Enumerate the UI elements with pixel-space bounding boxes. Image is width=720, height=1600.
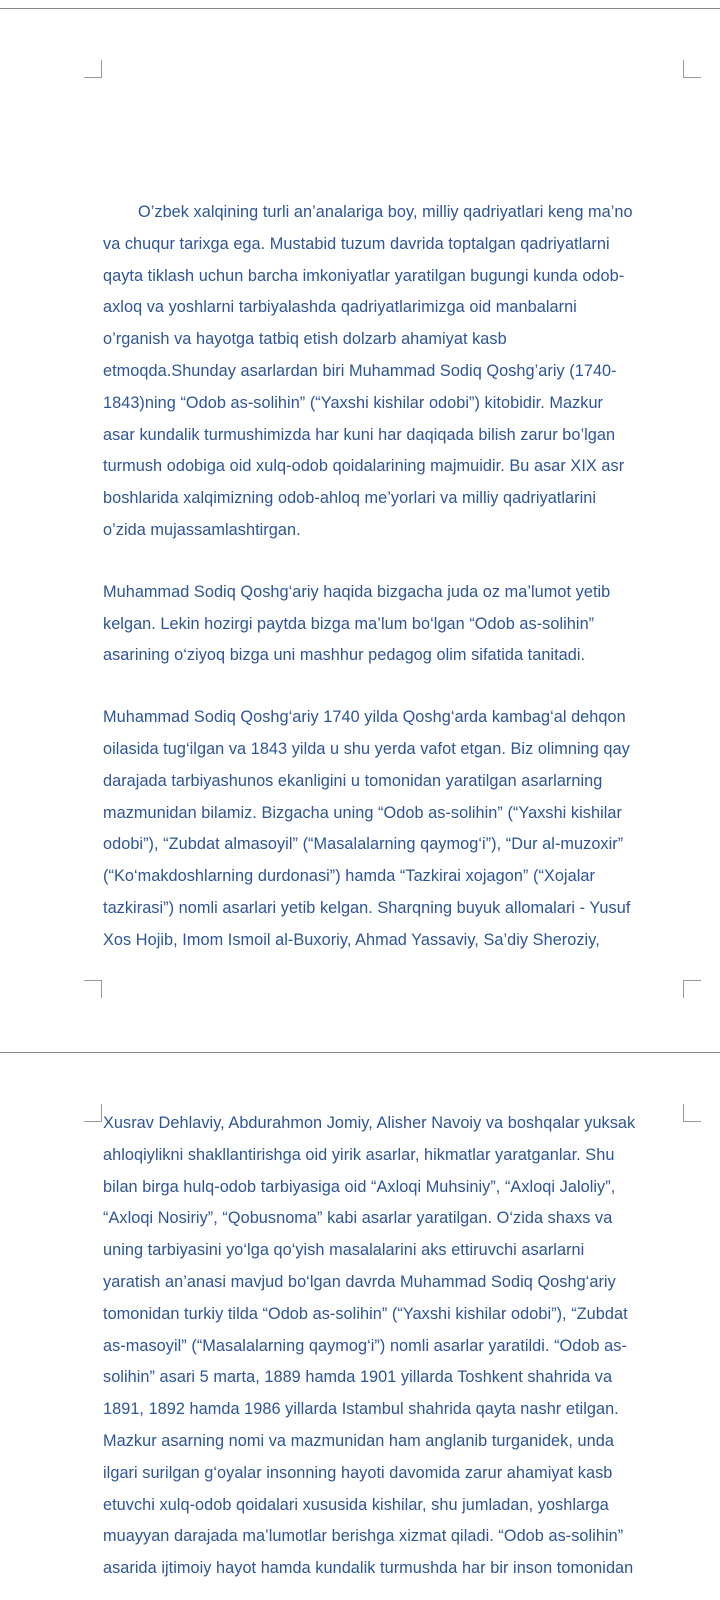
margin-corner-mark xyxy=(84,1104,102,1122)
paragraph-spacing xyxy=(103,547,677,577)
page-1-body xyxy=(103,197,677,957)
paragraph-spacing xyxy=(103,672,677,702)
paragraph xyxy=(103,702,677,956)
paragraph xyxy=(103,1108,677,1585)
text-line: asarida ijtimoiy hayot hamda kundalik turmushda har bir inson tomonidan xyxy=(103,1559,634,1578)
text-line: 1843)ning “Odob as-solihin” (“Yaxshi kishilar odobi”) kitobidir. Mazkur xyxy=(103,393,604,412)
margin-corner-mark xyxy=(683,1104,701,1122)
text-line: asar kundalik turmushimizda har kuni har daqiqada bilish zarur bo’lgan xyxy=(103,425,616,444)
text-line: yaratish an’anasi mavjud bo‘lgan davrda Muhammad Sodiq Qoshg‘ariy xyxy=(103,1272,616,1291)
text-line: o’rganish va hayotga tatbiq etish dolzarb ahamiyat kasb xyxy=(103,330,507,349)
text-line: ahloqiylikni shakllantirishga oid yirik asarlar, hikmatlar yaratganlar. Shu xyxy=(103,1145,615,1164)
text-line: uning tarbiyasini yo‘lga qo‘yish masalalarini aks ettiruvchi asarlarni xyxy=(103,1241,585,1260)
text-line: Xos Hojib, Imom Ismoil al-Buxoriy, Ahmad Yassaviy, Sa’diy Sheroziy, xyxy=(103,930,600,949)
text-line: turmush odobiga oid xulq-odob qoidalarining majmuidir. Bu asar XIX asr xyxy=(103,457,625,476)
text-line: kelgan. Lekin hozirgi paytda bizga ma’lum bo‘lgan “Odob as-solihin” xyxy=(103,614,595,633)
margin-corner-mark xyxy=(683,60,701,78)
document-page-2[interactable] xyxy=(0,1053,720,1600)
text-line: etmoqda.Shunday asarlardan biri Muhammad Sodiq Qoshg’ariy (1740- xyxy=(103,361,617,380)
text-line: Xusrav Dehlaviy, Abdurahmon Jomiy, Alisher Navoiy va boshqalar yuksak xyxy=(103,1114,636,1132)
document-page-1[interactable] xyxy=(0,9,720,1051)
text-line: darajada tarbiyashunos ekanligini u tomonidan yaratilgan asarlarning xyxy=(103,771,603,790)
text-line: o’zida mujassamlashtirgan. xyxy=(103,520,301,539)
text-line: mazmunidan bilamiz. Bizgacha uning “Odob as-solihin” (“Yaxshi kishilar xyxy=(103,803,622,822)
margin-corner-mark xyxy=(683,980,701,998)
text-line: Muhammad Sodiq Qoshg‘ariy haqida bizgacha juda oz ma’lumot yetib xyxy=(103,582,611,601)
paragraph xyxy=(103,577,677,672)
text-line: Mazkur asarning nomi va mazmunidan ham anglanib turganidek, unda xyxy=(103,1431,614,1450)
text-line: tomonidan turkiy tilda “Odob as-solihin” (“Yaxshi kishilar odobi”), “Zubdat xyxy=(103,1304,628,1323)
text-line: O’zbek xalqining turli an’analariga boy, milliy qadriyatlari keng ma’no xyxy=(138,203,633,221)
text-line: bilan birga hulq-odob tarbiyasiga oid “Axloqi Muhsiniy”, “Axloqi Jaloliy”, xyxy=(103,1177,616,1196)
text-line: asarining o‘ziyoq bizga uni mashhur pedagog olim sifatida tanitadi. xyxy=(103,646,586,665)
text-line: (“Ko‘makdoshlarning durdonasi”) hamda “Tazkirai xojagon” (“Xojalar xyxy=(103,867,595,886)
text-line: axloq va yoshlarni tarbiyalashda qadriyatlarimizga oid manbalarni xyxy=(103,298,577,317)
text-line: odobi”), “Zubdat almasoyil” (“Masalalarning qaymog‘i”), “Dur al-muzoxir” xyxy=(103,835,624,854)
text-line: oilasida tug‘ilgan va 1843 yilda u shu yerda vafot etgan. Biz olimning qay xyxy=(103,739,630,758)
page-2-body xyxy=(103,1108,677,1585)
text-line: Muhammad Sodiq Qoshg‘ariy 1740 yilda Qoshg‘arda kambag‘al dehqon xyxy=(103,708,626,727)
text-line: etuvchi xulq-odob qoidalari xususida kishilar, shu jumladan, yoshlarga xyxy=(103,1495,609,1514)
paragraph xyxy=(103,197,677,547)
margin-corner-mark xyxy=(84,980,102,998)
text-line: muayyan darajada ma’lumotlar berishga xizmat qiladi. “Odob as-solihin” xyxy=(103,1527,624,1546)
text-line: 1891, 1892 hamda 1986 yillarda Istambul shahrida qayta nashr etilgan. xyxy=(103,1400,619,1419)
text-line: “Axloqi Nosiriy”, “Qobusnoma” kabi asarlar yaratilgan. O‘zida shaxs va xyxy=(103,1209,613,1228)
text-line: boshlarida xalqimizning odob-ahloq me’yorlari va milliy qadriyatlarini xyxy=(103,489,597,508)
text-line: solihin” asari 5 marta, 1889 hamda 1901 yillarda Toshkent shahrida va xyxy=(103,1368,613,1387)
text-line: va chuqur tarixga ega. Mustabid tuzum davrida toptalgan qadriyatlarni xyxy=(103,234,610,253)
text-line: qayta tiklash uchun barcha imkoniyatlar yaratilgan bugungi kunda odob- xyxy=(103,266,625,285)
text-line: as-masoyil” (“Masalalarning qaymog‘i”) nomli asarlar yaratildi. “Odob as- xyxy=(103,1336,627,1355)
margin-corner-mark xyxy=(84,60,102,78)
text-line: tazkirasi”) nomli asarlari yetib kelgan. Sharqning buyuk allomalari - Yusuf xyxy=(103,898,631,917)
text-line: ilgari surilgan g‘oyalar insonning hayoti davomida zarur ahamiyat kasb xyxy=(103,1463,613,1482)
